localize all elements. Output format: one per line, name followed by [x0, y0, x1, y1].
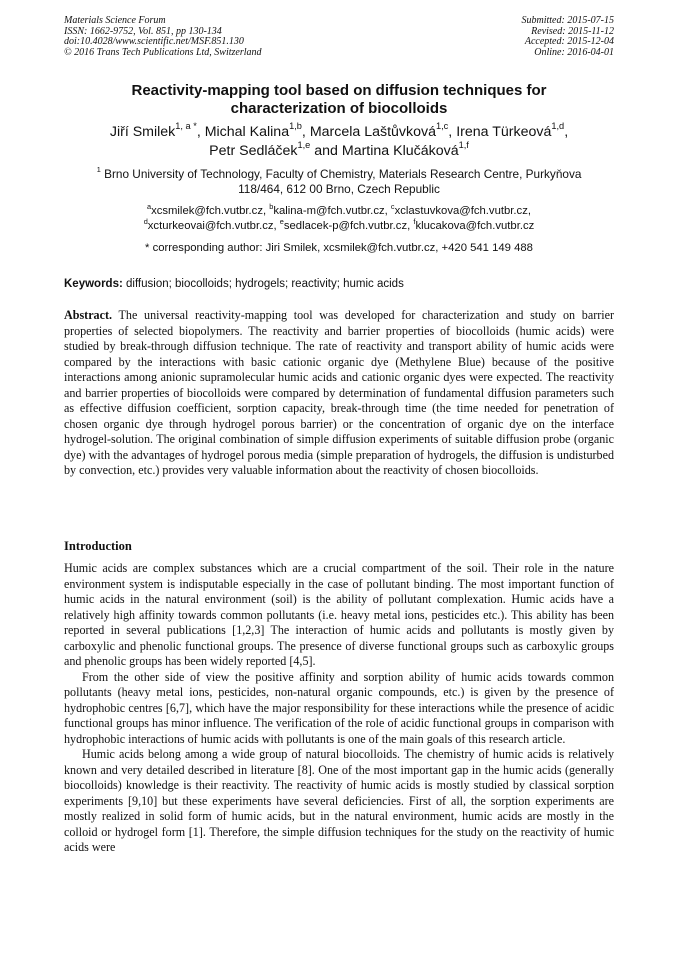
journal-info: [64, 16, 262, 58]
journal-doi: doi:10.4028/www.scientific.net/MSF.851.130: [64, 36, 244, 48]
affiliation-text-1: Brno University of Technology, Faculty of Chemistry, Materials Research Centre, Purkyňova: [100, 167, 582, 181]
email: kalina-m@fch.vutbr.cz,: [273, 205, 391, 217]
keywords: [64, 277, 404, 292]
author-sup: 1,b: [289, 121, 302, 132]
submission-dates: [522, 16, 615, 58]
corresponding-author-text: * corresponding author: Jiri Smilek, xcsmilek@fch.vutbr.cz, +420 541 149 488: [145, 242, 533, 254]
email-sup: a: [146, 201, 152, 211]
author-name: Marcela Laštůvková: [309, 124, 436, 140]
introduction-body: [64, 561, 614, 856]
author-sep: ,: [301, 124, 310, 140]
date-submitted: Submitted: 2015-07-15: [521, 15, 614, 26]
author-sup: 1,c: [435, 121, 449, 132]
abstract: [64, 308, 614, 479]
date-online: Online: 2016-04-01: [534, 46, 614, 58]
affiliation-line-2: 118/464, 612 00 Brno, Czech Republic: [238, 182, 440, 196]
authors-line-2: [64, 142, 614, 161]
authors-line-1: [64, 123, 614, 142]
email: klucakova@fch.vutbr.cz: [415, 220, 535, 232]
journal-copyright: © 2016 Trans Tech Publications Ltd, Switzerland: [64, 46, 262, 58]
author-name: Irena Türkeová: [456, 124, 552, 140]
date-accepted: Accepted: 2015-12-04: [524, 36, 614, 48]
keywords-label: Keywords:: [64, 278, 123, 290]
email: xcsmilek@fch.vutbr.cz,: [151, 205, 270, 217]
email-sup: e: [279, 216, 284, 226]
email: xclastuvkova@fch.vutbr.cz,: [394, 205, 531, 217]
author-sep: ,: [196, 124, 205, 140]
keywords-text: diffusion; biocolloids; hydrogels; reactivity; humic acids: [122, 278, 404, 290]
author-sup: 1,d: [551, 121, 565, 132]
author-sup: 1,e: [297, 140, 311, 151]
title-line-2: characterization of biocolloids: [230, 100, 448, 117]
affiliation: [64, 167, 614, 197]
corresponding-author: [64, 241, 614, 256]
author-name: Petr Sedláček: [209, 143, 298, 159]
emails-line-2: [64, 216, 614, 234]
paragraph: From the other side of view the positive affinity and sorption ability of humic acids towards common pollutants (heavy metal ions, pesticides, non-natural organic compounds, etc.) is given by the presence of hydrophobic centres [6,7], which have the major responsibility for these interactions while the presence of acidic functional groups has minor influence. The verification of the role of acidic functional groups in comparison with hydrophobic interactions of humic acids with pollutants is one of the main goals of this research article.: [64, 669, 614, 746]
email-sup: b: [269, 201, 274, 211]
abstract-label: Abstract.: [64, 308, 113, 322]
author-sep: ,: [448, 124, 457, 140]
email-sup: f: [413, 216, 416, 226]
author-name: Michal Kalina: [204, 124, 290, 140]
author-sup: 1,f: [458, 140, 469, 151]
journal-issn: ISSN: 1662-9752, Vol. 851, pp 130-134: [64, 25, 222, 37]
author-name: Jiří Smilek: [109, 124, 176, 140]
title-line-1: Reactivity-mapping tool based on diffusion techniques for: [131, 82, 547, 99]
email: sedlacek-p@fch.vutbr.cz,: [283, 220, 414, 232]
paper-title: [64, 82, 614, 118]
paragraph: Humic acids belong among a wide group of natural biocolloids. The chemistry of humic acids is relatively known and very detailed described in literature [8]. One of the most important gap in the humic acids (generally biocolloids) knowledge is their reactivity. The reactivity of humic acids is mostly studied by classical sorption experiments [9,10] but these experiments have several deficiencies. First of all, the sorption experiments are mostly realized in solid form of humic acids, but in the natural environment, humic acids are mostly in the colloid or hydrogel form [1]. Therefore, the simple diffusion techniques for the study on the reactivity of humic acids were: [64, 747, 614, 854]
email-sup: c: [390, 201, 395, 211]
paragraph: Humic acids are complex substances which are a crucial compartment of the soil. Their role in the nature environment system is indisputable especially in the case of pollutant binding. The most important function of humic acids in the natural environment (soil) is the ability of pollutant complexation. Humic acids have a relatively high affinity towards common pollutants (i.e. heavy metal ions, pesticides etc.). This ability has been reported in several publications [1,2,3] The interaction of humic acids and pollutants is mostly given by carboxylic and phenolic functional groups. The presence of diverse functional groups such as carboxylic groups and phenolic groups has been widely reported [4,5].: [64, 561, 614, 668]
author-name: Martina Klučáková: [341, 143, 459, 159]
author-sep: and: [310, 143, 342, 159]
email: xcturkeovai@fch.vutbr.cz,: [147, 220, 280, 232]
journal-name: Materials Science Forum: [64, 15, 166, 26]
author-emails: [64, 201, 614, 234]
date-revised: Revised: 2015-11-12: [531, 25, 614, 37]
affiliation-sup: 1: [96, 165, 101, 175]
affiliation-line-1: [64, 167, 614, 182]
section-heading-introduction: Introduction: [64, 539, 132, 553]
author-list: [64, 123, 614, 161]
abstract-text: The universal reactivity-mapping tool was developed for characterization and study on barrier properties of selected biopolymers. The reactivity and barrier properties of biocolloids (humic acids) were studied by break-through diffusion technique. The rate of reactivity and transport ability of humic acids were compared by the interactions with basic cationic organic dye (Methylene Blue) because of the positive interactions among anionic supramolecular humic acids and cationic organic dyes were expected. The reactivity and barrier properties of biocolloids were compared by determination of fundamental diffusion parameters such as effective diffusion coefficient, sorption capacity, break-through time (the time needed for penetration of chosen organic dye through hydrogel porous barrier) or the concentration of organic dye on the interface hydrogel-solution. The original combination of simple diffusion experiments of suitable diffusion probe (organic dye) with the advantages of hydrogel porous media (simple preparation of hydrogels, the diffusion is undisturbed by convection, etc.) provides very valuable information about the reactivity of chosen biocolloids.: [64, 308, 614, 477]
email-sup: d: [143, 216, 148, 226]
author-sep: ,: [564, 124, 569, 140]
author-sup: 1, a *: [175, 121, 197, 132]
